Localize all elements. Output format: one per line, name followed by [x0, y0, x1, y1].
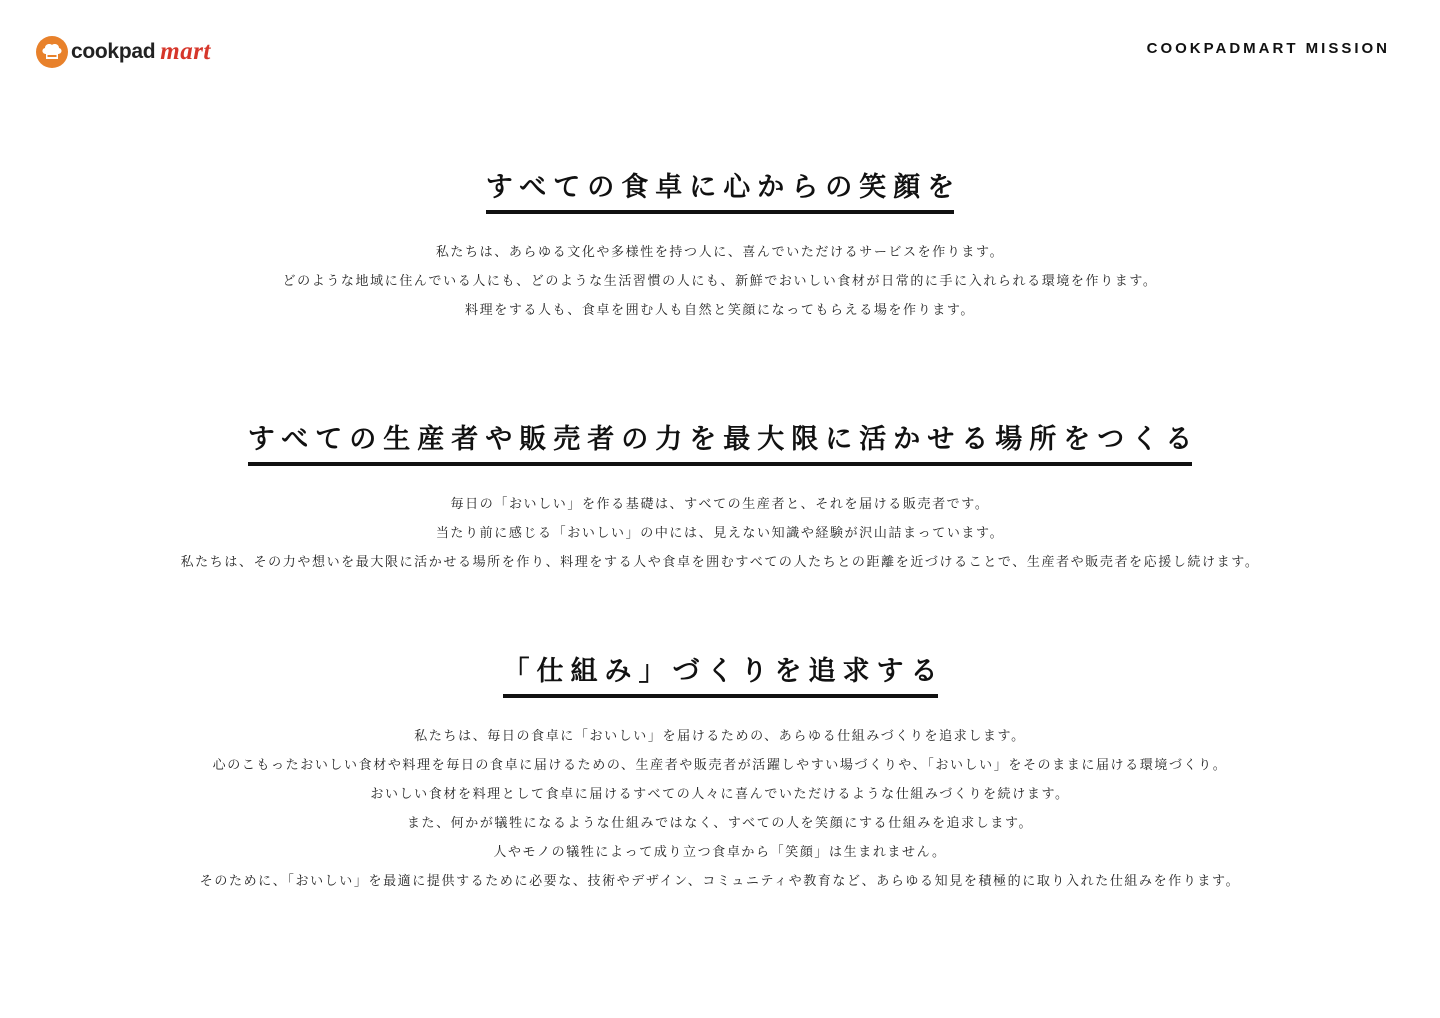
section-heading: 「仕組み」づくりを追求する: [502, 656, 945, 687]
chef-hat-icon: [36, 36, 68, 68]
body-line: 私たちは、あらゆる文化や多様性を持つ人に、喜んでいただけるサービスを作ります。: [435, 245, 1005, 260]
body-line: 毎日の「おいしい」を作る基礎は、すべての生産者と、それを届ける販売者です。: [450, 497, 990, 512]
section-heading-underline: [502, 654, 945, 698]
logo-wordmark: cookpad: [71, 40, 156, 63]
section-heading: すべての食卓に心からの笑顔を: [485, 172, 962, 203]
page-title: COOKPADMART MISSION: [1146, 40, 1390, 57]
logo-accent-text: mart: [160, 38, 211, 65]
body-line: 私たちは、毎日の食卓に「おいしい」を届けるための、あらゆる仕組みづくりを追求します。: [414, 729, 1026, 744]
mission-section-producers: [0, 422, 1440, 577]
body-line: 当たり前に感じる「おいしい」の中には、見えない知識や経験が沢山詰まっています。: [435, 526, 1005, 541]
section-body: [0, 722, 1440, 896]
body-line: 心のこもったおいしい食材や料理を毎日の食卓に届けるための、生産者や販売者が活躍しやすい場づくりや、「おいしい」をそのままに届ける環境づくり。: [212, 758, 1228, 773]
body-line: おいしい食材を料理として食卓に届けるすべての人々に喜んでいただけるような仕組みづくりを続けます。: [370, 787, 1070, 802]
body-line: また、何かが犠牲になるような仕組みではなく、すべての人を笑顔にする仕組みを追求します。: [406, 816, 1034, 831]
cookpad-mart-logo[interactable]: [36, 34, 211, 70]
body-line: 人やモノの犠牲によって成り立つ食卓から「笑顔」は生まれません。: [493, 845, 947, 860]
body-line: どのような地域に住んでいる人にも、どのような生活習慣の人にも、新鮮でおいしい食材が日常的に手に入れられる環境を作ります。: [282, 274, 1158, 289]
body-line: 私たちは、その力や想いを最大限に活かせる場所を作り、料理をする人や食卓を囲むすべての人たちとの距離を近づけることで、生産者や販売者を応援し続けます。: [180, 555, 1260, 570]
body-line: 料理をする人も、食卓を囲む人も自然と笑顔になってもらえる場を作ります。: [465, 303, 975, 318]
section-heading: すべての生産者や販売者の力を最大限に活かせる場所をつくる: [247, 424, 1200, 455]
section-heading-underline: [485, 170, 962, 214]
section-heading-underline: [247, 422, 1200, 466]
body-line: そのために、「おいしい」を最適に提供するために必要な、技術やデザイン、コミュニティや教育など、あらゆる知見を積極的に取り入れた仕組みを作ります。: [199, 874, 1241, 889]
mission-section-systems: [0, 654, 1440, 896]
mission-section-smiles: [0, 170, 1440, 325]
section-body: [0, 490, 1440, 577]
section-body: [0, 238, 1440, 325]
